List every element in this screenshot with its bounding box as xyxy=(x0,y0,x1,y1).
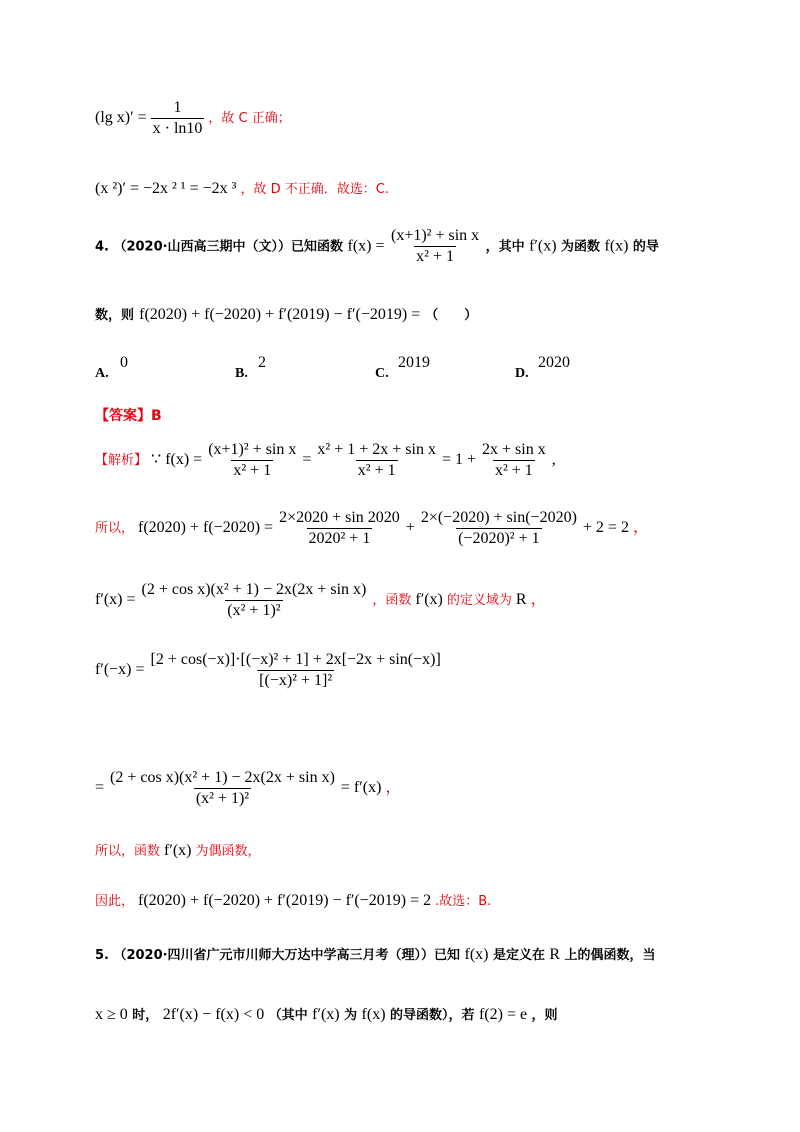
lg-derivative-denominator: x · ln10 xyxy=(152,120,203,137)
step-3-frac-den: (x² + 1)² xyxy=(227,602,281,619)
step-5-frac xyxy=(108,768,337,809)
step-5-comma: ， xyxy=(385,779,402,797)
question-5-then: ，则 xyxy=(531,1008,558,1023)
step-7-line xyxy=(95,890,491,910)
question-5-mid: 是定义在 xyxy=(492,948,545,963)
analysis-tag: 【解析】 xyxy=(95,453,148,469)
analysis-frac-1-num: (x+1)² + sin x xyxy=(208,441,297,458)
step-4-frac-den: [(−x)² + 1]² xyxy=(259,672,333,689)
analysis-line xyxy=(95,440,556,481)
question-5-paren: （其中 xyxy=(268,1008,308,1023)
analysis-comma: , xyxy=(551,451,556,469)
step-2-frac-1-num: 2×2020 + sin 2020 xyxy=(279,509,400,526)
question-5-line2 xyxy=(95,1004,558,1024)
step-5-lhs: = xyxy=(95,779,105,797)
step-4-lhs: f′(−x) = xyxy=(95,661,145,679)
answer-tag: 【答案】B xyxy=(95,408,162,424)
step-6-line xyxy=(95,840,261,860)
question-5-fprime: f′(x) xyxy=(312,1006,340,1023)
step-3-line xyxy=(95,580,547,621)
option-b-value: 2 xyxy=(258,354,266,371)
step-3-frac xyxy=(140,580,369,621)
power-derivative-expr: (x ²)′ = −2x ² ¹ = −2x ³ xyxy=(95,180,237,197)
question-4-line2-lead: 数，则 xyxy=(95,308,135,323)
option-d-value: 2020 xyxy=(538,354,570,371)
step-3-domain: R xyxy=(515,591,527,609)
power-derivative-line xyxy=(95,178,389,198)
step-7-expr: f(2020) + f(−2020) + f′(2019) − f′(−2019) = 2 xyxy=(138,892,432,909)
step-2-line xyxy=(95,508,649,549)
question-5-header xyxy=(95,944,656,964)
step-2-frac-2 xyxy=(419,508,579,549)
step-2-frac-1 xyxy=(277,508,402,549)
question-5-is: 为 xyxy=(344,1008,358,1023)
question-5-end: 上的偶函数，当 xyxy=(564,948,656,963)
question-5-cond: x ≥ 0 xyxy=(95,1006,128,1023)
question-5-number: 5. xyxy=(95,948,109,963)
option-d-label: D. xyxy=(515,366,529,381)
analysis-frac-1 xyxy=(206,440,298,481)
option-a-label: A. xyxy=(95,366,109,381)
question-4-fx: f(x) = xyxy=(347,237,385,255)
step-2-frac-2-num: 2×(−2020) + sin(−2020) xyxy=(420,509,577,526)
question-4-denominator: x² + 1 xyxy=(416,248,454,265)
step-4-line xyxy=(95,650,443,691)
lg-derivative-lhs: (lg x)′ = xyxy=(95,109,147,127)
step-2-frac-1-den: 2020² + 1 xyxy=(308,530,371,547)
step-2-rhs: + 2 = 2 xyxy=(582,519,629,537)
analysis-frac-3-den: x² + 1 xyxy=(494,462,533,479)
step-2-plus: + xyxy=(405,519,415,537)
step-2-lhs: f(2020) + f(−2020) = xyxy=(138,519,274,537)
step-5-rhs: = f′(x) xyxy=(340,779,382,797)
question-5-R: R xyxy=(549,946,561,963)
step-2-frac-2-den: (−2020)² + 1 xyxy=(458,530,540,547)
step-7-tail: .故选：B. xyxy=(435,894,492,909)
analysis-eq-2: = 1 + xyxy=(441,451,476,469)
question-4-fprime: f′(x) xyxy=(529,237,557,255)
question-5-when: 时， xyxy=(132,1008,159,1023)
question-4-mid: ，其中 xyxy=(485,239,525,255)
question-4-mid2: 为函数 xyxy=(561,239,601,255)
step-4-frac-num: [2 + cos(−x)]·[(−x)² + 1] + 2x[−2x + sin(−x)] xyxy=(150,651,441,668)
analysis-frac-1-den: x² + 1 xyxy=(233,462,272,479)
analysis-eq-1: = xyxy=(302,451,312,469)
lg-derivative-fraction xyxy=(151,98,205,139)
analysis-frac-2-den: x² + 1 xyxy=(357,462,396,479)
power-derivative-comment: ，故 D 不正确．故选：C. xyxy=(240,182,389,197)
question-4-numerator: (x+1)² + sin x xyxy=(390,227,480,244)
option-b-label: B. xyxy=(235,366,248,381)
step-3-comma: ， xyxy=(530,591,547,609)
step-5-frac-num: (2 + cos x)(x² + 1) − 2x(2x + sin x) xyxy=(110,769,335,786)
lg-derivative-line xyxy=(95,98,291,139)
question-4-fx2: f(x) xyxy=(604,237,629,255)
lg-derivative-comment: ，故 C 正确； xyxy=(208,111,291,127)
question-4-line2 xyxy=(95,304,477,324)
question-5-fx: f(x) xyxy=(464,946,489,963)
step-7-lead: 因此， xyxy=(95,894,135,909)
question-5-source: （2020·四川省广元市川师大万达中学高三月考（理））已知 xyxy=(113,948,461,963)
step-6-fprime: f′(x) xyxy=(164,842,192,859)
lg-derivative-numerator: 1 xyxy=(173,99,182,116)
step-3-text: ，函数 xyxy=(372,593,412,609)
analysis-because: ∵ f(x) = xyxy=(151,451,203,469)
step-6-tail: 为偶函数， xyxy=(195,844,261,859)
option-c-value: 2019 xyxy=(398,354,430,371)
question-5-deriv: 的导函数），若 xyxy=(389,1008,475,1023)
step-2-lead: 所以， xyxy=(95,521,135,537)
step-3-text2: 的定义域为 xyxy=(446,593,512,609)
step-4-frac xyxy=(149,650,443,691)
question-4-source: （2020·山西高三期中（文））已知函数 xyxy=(113,239,344,255)
step-5-line xyxy=(95,768,401,809)
step-5-frac-den: (x² + 1)² xyxy=(195,790,250,807)
step-3-lhs: f′(x) = xyxy=(95,591,136,609)
step-6-lead: 所以，函数 xyxy=(95,844,161,859)
question-5-given: f(2) = e xyxy=(478,1006,528,1023)
step-3-frac-num: (2 + cos x)(x² + 1) − 2x(2x + sin x) xyxy=(141,581,367,598)
question-4-header xyxy=(95,226,659,267)
option-c-label: C. xyxy=(375,366,389,381)
step-3-fprime: f′(x) xyxy=(415,591,443,609)
analysis-frac-3-num: 2x + sin x xyxy=(482,441,546,458)
step-2-comma: ， xyxy=(632,519,649,537)
question-5-fx2: f(x) xyxy=(361,1006,386,1023)
question-4-end: 的导 xyxy=(632,239,659,255)
analysis-frac-2-num: x² + 1 + 2x + sin x xyxy=(317,441,436,458)
option-a-value: 0 xyxy=(120,354,128,371)
question-5-ineq: 2f′(x) − f(x) < 0 xyxy=(162,1006,265,1023)
analysis-frac-2 xyxy=(315,440,438,481)
question-4-line2-expr: f(2020) + f(−2020) + f′(2019) − f′(−2019) = xyxy=(139,306,421,323)
analysis-frac-3 xyxy=(480,440,548,481)
question-4-blank: （ ） xyxy=(425,308,478,323)
question-4-fraction xyxy=(389,226,481,267)
question-4-number: 4. xyxy=(95,239,109,255)
